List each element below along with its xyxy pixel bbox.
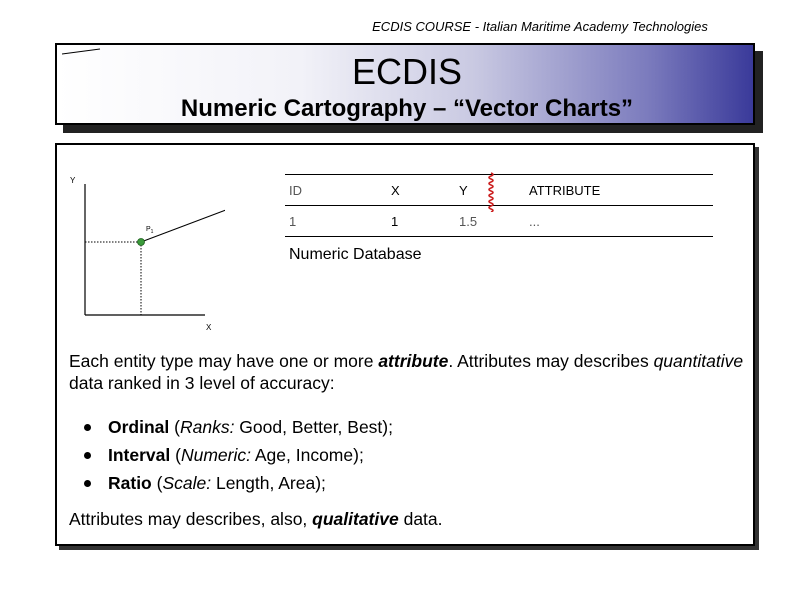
bullet-term: Ratio: [108, 473, 152, 493]
bullet-icon: [84, 452, 91, 459]
vector-line: [141, 193, 225, 242]
database-caption: Numeric Database: [289, 246, 422, 263]
list-item: [84, 413, 393, 441]
text-span: Length, Area);: [211, 473, 326, 493]
text-span: Each entity type may have one or more: [69, 351, 379, 371]
text-span: data.: [398, 509, 443, 529]
attribute-paragraph: [69, 350, 749, 394]
text-span: Age, Income);: [250, 445, 364, 465]
emphasis-attribute: attribute: [378, 351, 449, 371]
point-label: $P_1$: [146, 226, 154, 235]
bullet-category: Numeric:: [180, 445, 251, 465]
emphasis-qualitative: qualitative: [312, 509, 399, 529]
text-span: (: [151, 473, 163, 493]
numeric-database-table: [285, 174, 713, 237]
header-x: X: [387, 175, 455, 206]
x-axis-label: X: [206, 323, 212, 332]
point-p1: [138, 239, 145, 246]
text-span: . Attributes may describes: [448, 351, 654, 371]
course-header: ECDIS COURSE - Italian Maritime Academy Technologies: [372, 19, 708, 34]
bullet-term: Interval: [108, 445, 171, 465]
header-id: ID: [285, 175, 387, 206]
list-item: [84, 441, 393, 469]
banner-subtitle: Numeric Cartography – “Vector Charts”: [180, 95, 634, 122]
table-row: [285, 206, 713, 237]
table-header-row: [285, 175, 713, 206]
qualitative-paragraph: [69, 509, 443, 530]
bullet-category: Scale:: [162, 473, 212, 493]
accuracy-levels-list: [84, 413, 393, 497]
list-item: [84, 469, 393, 497]
y-axis-label: Y: [70, 176, 76, 185]
banner-deco-line: [62, 48, 102, 56]
cell-y: 1.5: [455, 206, 521, 237]
text-span: Good, Better, Best);: [234, 417, 393, 437]
text-span: (: [169, 417, 180, 437]
wavy-separator: [485, 172, 497, 212]
cell-x: 1: [387, 206, 455, 237]
bullet-icon: [84, 480, 91, 487]
text-span: (: [170, 445, 181, 465]
bullet-term: Ordinal: [108, 417, 170, 437]
cell-attribute: ...: [521, 206, 713, 237]
banner-title: ECDIS: [351, 51, 463, 92]
header-attribute: ATTRIBUTE: [521, 175, 713, 206]
cell-id: 1: [285, 206, 387, 237]
text-span: data ranked in 3 level of accuracy:: [69, 373, 335, 393]
title-banner: [55, 43, 755, 125]
bullet-category: Ranks:: [179, 417, 235, 437]
vector-diagram: [65, 172, 225, 337]
emphasis-quantitative: quantitative: [653, 351, 744, 371]
bullet-icon: [84, 424, 91, 431]
text-span: Attributes may describes, also,: [69, 509, 313, 529]
header-y: Y: [455, 175, 521, 206]
